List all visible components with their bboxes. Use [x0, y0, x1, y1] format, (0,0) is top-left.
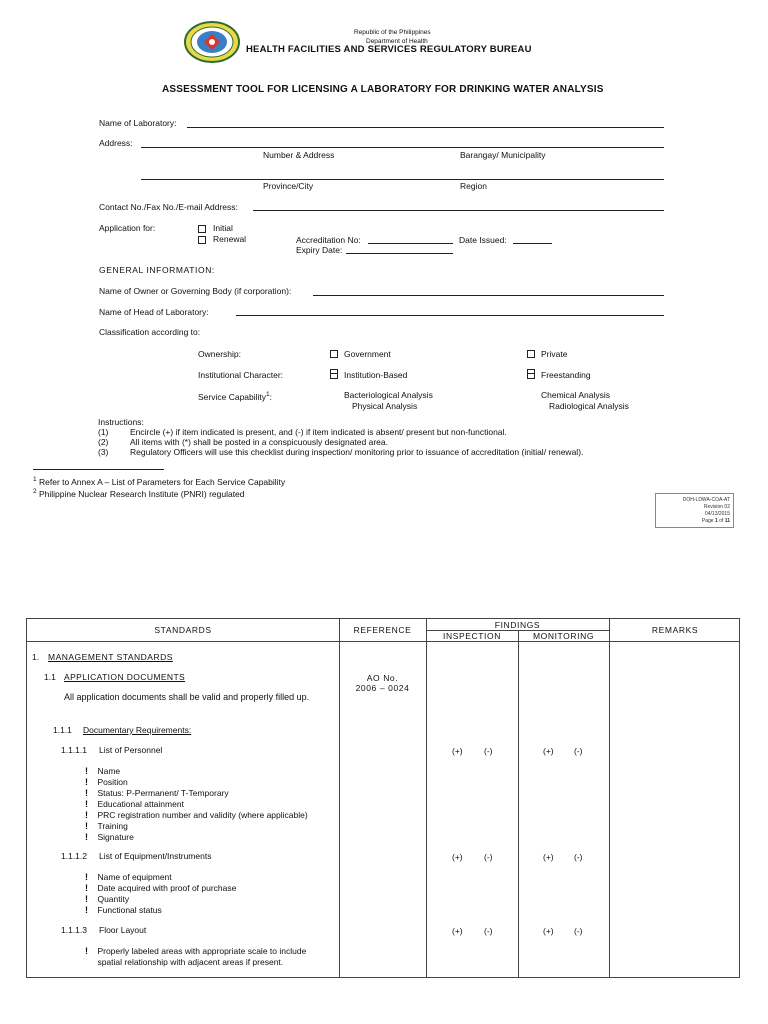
- list-item: [85, 799, 308, 810]
- instruction-2-num: (2): [98, 437, 109, 447]
- list-item-text: Name: [97, 766, 121, 776]
- footnote-1-marker: 1: [33, 476, 37, 483]
- reference-ao-no: AO No.: [366, 673, 399, 683]
- footnote-2-marker: 2: [33, 488, 37, 495]
- number-address-caption: Number & Address: [263, 150, 335, 160]
- service-capability-text: Service Capability: [198, 391, 267, 402]
- footnote-1-text: Refer to Annex A – List of Parameters for Each Service Capability: [39, 476, 286, 487]
- doc-requirements-number: 1.1.1: [53, 725, 72, 735]
- government-label: Government: [344, 349, 391, 359]
- page-prefix: Page: [701, 518, 715, 524]
- item-1-number: 1.1.1.1: [61, 745, 87, 755]
- bullet-icon: !: [85, 883, 88, 893]
- barangay-caption: Barangay/ Municipality: [460, 150, 546, 160]
- freestanding-checkbox[interactable]: [527, 369, 535, 379]
- private-checkbox[interactable]: [527, 350, 535, 358]
- subsection-description: All application documents shall be valid and properly filled up.: [64, 692, 310, 702]
- instruction-3-text: Regulatory Officers will use this checklist during inspection/ monitoring prior to issuance of accreditation (initial/ renewal).: [130, 447, 584, 457]
- renewal-checkbox[interactable]: [198, 236, 206, 244]
- instruction-3-num: (3): [98, 447, 109, 457]
- renewal-label: Renewal: [213, 234, 247, 244]
- instruction-2-text: All items with (*) shall be posted in a conspicuously designated area.: [130, 437, 388, 447]
- bullet-icon: !: [85, 872, 88, 882]
- accreditation-no-label: Accreditation No:: [296, 235, 361, 245]
- instruction-1-text: Encircle (+) if item indicated is present, and (-) if item indicated is absent/ present but non-functional.: [130, 427, 507, 437]
- footnote-2-text: Philippine Nuclear Research Institute (PNRI) regulated: [39, 488, 245, 499]
- list-item-text: Properly labeled areas with appropriate scale to include: [97, 946, 307, 956]
- section-title: MANAGEMENT STANDARDS: [48, 652, 173, 662]
- republic-text: Republic of the Philippines: [354, 29, 431, 36]
- page-total: 11: [724, 518, 730, 524]
- contact-label: Contact No./Fax No./E-mail Address:: [99, 202, 238, 212]
- item-1-inspection-plus[interactable]: (+): [452, 746, 463, 756]
- physical-analysis-option: Physical Analysis: [352, 401, 418, 411]
- expiry-date-field[interactable]: [346, 253, 453, 254]
- col-divider-remarks: [609, 619, 610, 977]
- item-1-monitoring-minus[interactable]: (-): [574, 746, 583, 756]
- bullet-icon: !: [85, 810, 88, 820]
- item-3-bullet-list: [85, 946, 306, 968]
- list-item: [85, 788, 308, 799]
- laboratory-name-field[interactable]: [187, 127, 664, 128]
- list-item-text: Signature: [97, 832, 134, 842]
- head-of-laboratory-field[interactable]: [236, 315, 664, 316]
- list-item-text: Name of equipment: [97, 872, 172, 882]
- item-1-title: List of Personnel: [99, 745, 163, 755]
- government-checkbox[interactable]: [330, 350, 338, 358]
- bullet-icon: !: [85, 788, 88, 798]
- list-item: [85, 894, 236, 905]
- bullet-icon: !: [85, 832, 88, 842]
- doc-date: 04/13/2015: [704, 511, 730, 517]
- service-capability-footnote-ref: 1: [266, 391, 270, 398]
- general-info-heading: GENERAL INFORMATION:: [99, 265, 215, 275]
- address-field-2[interactable]: [141, 179, 664, 180]
- bureau-title: HEALTH FACILITIES AND SERVICES REGULATORY BUREAU: [246, 44, 532, 55]
- region-caption: Region: [460, 181, 487, 191]
- item-3-number: 1.1.1.3: [61, 925, 87, 935]
- item-2-inspection-plus[interactable]: (+): [452, 852, 463, 862]
- owner-field[interactable]: [313, 295, 664, 296]
- doc-revision: Revision 02: [703, 504, 730, 510]
- bullet-icon: !: [85, 777, 88, 787]
- doc-page: [702, 518, 730, 524]
- freestanding-label: Freestanding: [541, 370, 591, 380]
- item-1-inspection-minus[interactable]: (-): [484, 746, 493, 756]
- list-item: [85, 766, 308, 777]
- bullet-icon: !: [85, 799, 88, 809]
- document-code-box: [655, 493, 734, 528]
- doc-code: DOH-LDWA-COA-AT: [682, 497, 730, 503]
- list-item-text: PRC registration number and validity (where applicable): [97, 810, 308, 820]
- application-for-label: Application for:: [99, 223, 156, 233]
- address-label: Address:: [99, 138, 133, 148]
- department-text: Department of Health: [366, 38, 428, 45]
- institution-based-label: Institution-Based: [344, 370, 408, 380]
- reference-header: REFERENCE: [353, 625, 412, 635]
- bullet-icon: !: [85, 766, 88, 776]
- ownership-label: Ownership:: [198, 349, 241, 359]
- list-item-text: Functional status: [97, 905, 162, 915]
- footnote-divider: [33, 469, 164, 470]
- item-2-number: 1.1.1.2: [61, 851, 87, 861]
- initial-label: Initial: [213, 223, 233, 233]
- inspection-header: INSPECTION: [443, 631, 501, 641]
- findings-header: FINDINGS: [494, 620, 541, 630]
- list-item-text: Educational attainment: [97, 799, 184, 809]
- institutional-character-label: Institutional Character:: [198, 370, 284, 380]
- item-2-monitoring-plus[interactable]: (+): [543, 852, 554, 862]
- service-capability-colon: :: [269, 391, 273, 402]
- reference-ao-year: 2006 – 0024: [355, 683, 410, 693]
- col-divider-monitoring: [518, 631, 519, 977]
- instructions-heading: Instructions:: [98, 417, 144, 427]
- bullet-icon: !: [85, 894, 88, 904]
- bullet-icon: !: [85, 821, 88, 831]
- accreditation-no-field[interactable]: [368, 243, 453, 244]
- date-issued-field[interactable]: [513, 243, 552, 244]
- item-2-title: List of Equipment/Instruments: [99, 851, 212, 861]
- item-3-title: Floor Layout: [99, 925, 147, 935]
- owner-label: Name of Owner or Governing Body (if corporation):: [99, 286, 292, 296]
- standards-header: STANDARDS: [154, 625, 212, 635]
- institution-based-checkbox[interactable]: [330, 369, 338, 379]
- initial-checkbox[interactable]: [198, 225, 206, 233]
- list-item: [85, 905, 236, 916]
- footnote-2: [33, 488, 245, 499]
- standards-table: [26, 618, 740, 978]
- item-3-inspection-plus[interactable]: (+): [452, 926, 463, 936]
- subsection-number: 1.1: [44, 672, 56, 682]
- item-3-monitoring-minus[interactable]: (-): [574, 926, 583, 936]
- chemical-analysis-option: Chemical Analysis: [541, 390, 610, 400]
- list-item-text: Date acquired with proof of purchase: [97, 883, 237, 893]
- footnote-1: [33, 476, 285, 487]
- list-item-text: spatial relationship with adjacent areas if present.: [97, 957, 284, 967]
- item-2-inspection-minus[interactable]: (-): [484, 852, 493, 862]
- bullet-icon: !: [85, 946, 88, 956]
- item-2-bullet-list: [85, 872, 236, 916]
- item-1-monitoring-plus[interactable]: (+): [543, 746, 554, 756]
- expiry-date-label: Expiry Date:: [296, 245, 343, 255]
- list-item-text: Position: [97, 777, 128, 787]
- date-issued-label: Date Issued:: [459, 235, 507, 245]
- remarks-header: REMARKS: [651, 625, 699, 635]
- private-label: Private: [541, 349, 568, 359]
- list-item: [85, 946, 306, 957]
- province-caption: Province/City: [263, 181, 314, 191]
- document-title: ASSESSMENT TOOL FOR LICENSING A LABORATORY FOR DRINKING WATER ANALYSIS: [162, 84, 604, 95]
- list-item-text: Training: [97, 821, 128, 831]
- list-item: [85, 872, 236, 883]
- list-item: [85, 832, 308, 843]
- list-item: [85, 777, 308, 788]
- list-item: [85, 821, 308, 832]
- page-of: of: [717, 518, 725, 524]
- laboratory-name-label: Name of Laboratory:: [99, 118, 177, 128]
- list-item-text: Status: P-Permanent/ T-Temporary: [97, 788, 229, 798]
- contact-field[interactable]: [253, 210, 664, 211]
- classification-label: Classification according to:: [99, 327, 201, 337]
- list-item: [85, 957, 306, 968]
- doh-seal-logo: [184, 21, 240, 63]
- list-item: [85, 810, 308, 821]
- list-item: [85, 883, 236, 894]
- page-number: 1: [714, 518, 718, 524]
- list-item-text: Quantity: [97, 894, 130, 904]
- address-field-1[interactable]: [141, 147, 664, 148]
- bacteriological-analysis-option: Bacteriological Analysis: [344, 390, 433, 400]
- subsection-title: APPLICATION DOCUMENTS: [64, 672, 186, 682]
- item-3-monitoring-plus[interactable]: (+): [543, 926, 554, 936]
- item-2-monitoring-minus[interactable]: (-): [574, 852, 583, 862]
- head-of-laboratory-label: Name of Head of Laboratory:: [99, 307, 209, 317]
- service-capability-label: [198, 391, 272, 402]
- section-number: 1.: [32, 652, 40, 662]
- doc-requirements-title: Documentary Requirements:: [83, 725, 192, 735]
- header-bottom-line: [27, 641, 739, 642]
- col-divider-inspection: [426, 619, 427, 977]
- instruction-1-num: (1): [98, 427, 109, 437]
- monitoring-header: MONITORING: [532, 631, 595, 641]
- item-1-bullet-list: [85, 766, 308, 843]
- radiological-analysis-option: Radiological Analysis: [549, 401, 629, 411]
- bullet-icon: !: [85, 905, 88, 915]
- item-3-inspection-minus[interactable]: (-): [484, 926, 493, 936]
